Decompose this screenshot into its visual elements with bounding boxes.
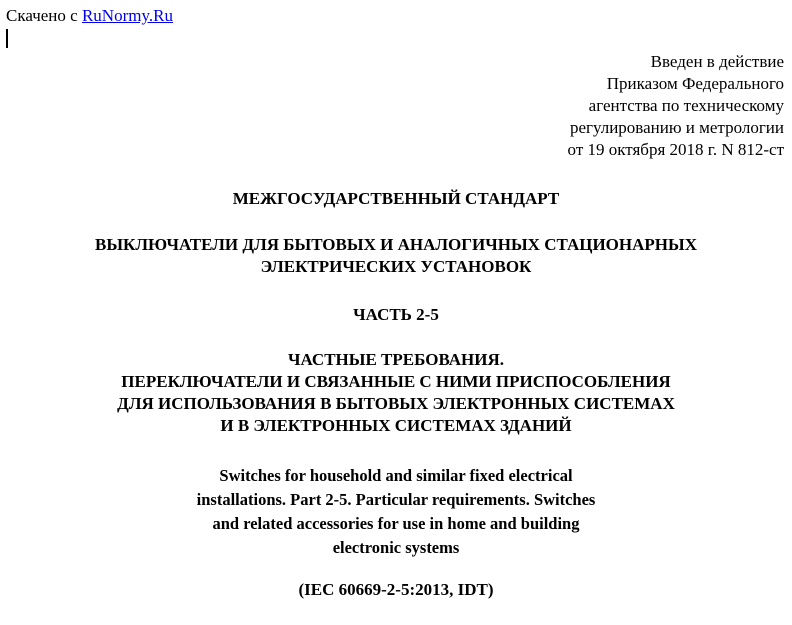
enactment-line: Введен в действие	[650, 52, 784, 71]
standard-type-text: МЕЖГОСУДАРСТВЕННЫЙ СТАНДАРТ	[232, 189, 560, 208]
subtitle-line: ПЕРЕКЛЮЧАТЕЛИ И СВЯЗАННЫЕ С НИМИ ПРИСПОСОБЛЕНИЯ	[121, 372, 671, 391]
english-title	[0, 464, 792, 560]
title-line: ВЫКЛЮЧАТЕЛИ ДЛЯ БЫТОВЫХ И АНАЛОГИЧНЫХ СТАЦИОНАРНЫХ	[95, 235, 697, 254]
subtitle-line: И В ЭЛЕКТРОННЫХ СИСТЕМАХ ЗДАНИЙ	[220, 416, 572, 435]
iec-reference-text: (IEC 60669-2-5:2013, IDT)	[298, 580, 494, 599]
enactment-line: агентства по техническому	[588, 96, 784, 115]
standard-title	[0, 234, 792, 278]
subtitle-line: ЧАСТНЫЕ ТРЕБОВАНИЯ.	[288, 350, 504, 369]
source-prefix: Скачено с	[6, 6, 82, 25]
title-line: ЭЛЕКТРИЧЕСКИХ УСТАНОВОК	[260, 257, 532, 276]
source-line	[6, 5, 173, 27]
english-line: electronic systems	[332, 538, 460, 557]
enactment-line: от 19 октября 2018 г. N 812-ст	[567, 140, 784, 159]
text-cursor	[6, 29, 8, 48]
subtitle-line: ДЛЯ ИСПОЛЬЗОВАНИЯ В БЫТОВЫХ ЭЛЕКТРОННЫХ СИСТЕМАХ	[117, 394, 675, 413]
enactment-line: регулированию и метрологии	[569, 118, 784, 137]
english-line: installations. Part 2-5. Particular requirements. Switches	[196, 490, 596, 509]
enactment-line: Приказом Федерального	[606, 74, 784, 93]
part-text: ЧАСТЬ 2-5	[353, 305, 439, 324]
standard-type	[0, 188, 792, 210]
standard-part	[0, 304, 792, 326]
source-link[interactable]: RuNormy.Ru	[81, 6, 173, 25]
english-line: Switches for household and similar fixed electrical	[219, 466, 573, 485]
standard-subtitle	[0, 349, 792, 437]
enactment-note	[568, 51, 784, 161]
iec-reference	[0, 579, 792, 601]
english-line: and related accessories for use in home and building	[212, 514, 580, 533]
